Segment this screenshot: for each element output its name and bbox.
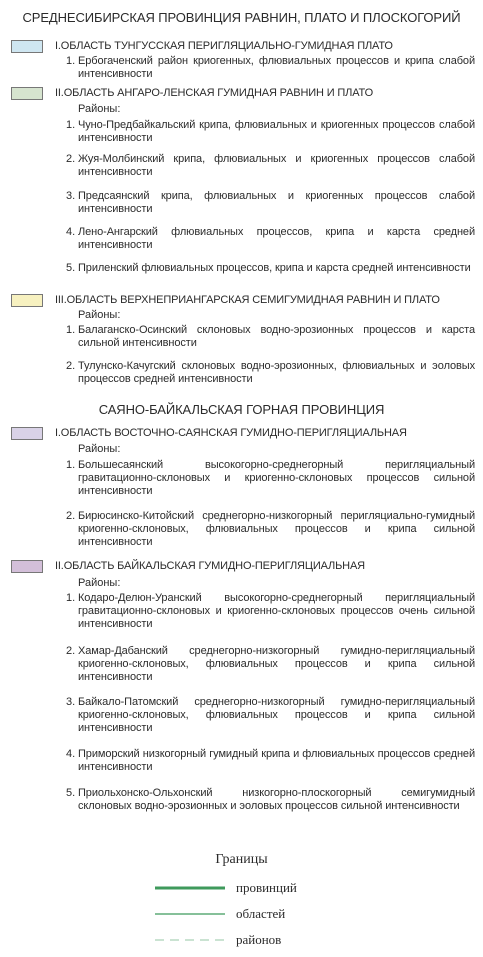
region-boundary-line — [155, 910, 225, 918]
district-item — [66, 360, 475, 386]
district-text: Чуно-Предбайкальский крипа, флювиальных и криогенных процессов слабой интенсивности — [78, 119, 475, 144]
district-item — [66, 592, 475, 631]
district-number: 4. — [66, 226, 76, 238]
district-text: Бирюсинско-Китойский среднегорно-низкогорный перигляциально-гумидный криогенно-склоновых, флювиальных процессов и крипа сильной интенсивности — [78, 510, 475, 548]
district-number: 1. — [66, 55, 76, 67]
districts-label: Районы: — [78, 309, 121, 321]
district-number: 2. — [66, 360, 76, 372]
districts-label: Районы: — [78, 103, 121, 115]
district-number: 2. — [66, 153, 76, 165]
district-text: Байкало-Патомский среднегорно-низкогорный гумидно-перигляциальный криогенно-склоновых, флювиальных процессов и крипа сильной интенсивности — [78, 696, 475, 734]
region-color-swatch — [11, 427, 43, 440]
district-boundary-line — [155, 936, 225, 944]
district-number: 3. — [66, 696, 76, 708]
district-number: 1. — [66, 459, 76, 471]
region-color-swatch — [11, 560, 43, 573]
district-item — [66, 226, 475, 252]
district-text: Хамар-Дабанский среднегорно-низкогорный гумидно-перигляциальный криогенно-склоновых, флювиальных процессов и крипа сильной интенсивности — [78, 645, 475, 683]
district-item — [66, 262, 475, 275]
boundaries-title: Границы — [215, 852, 268, 867]
region-title: I.ОБЛАСТЬ ТУНГУССКАЯ ПЕРИГЛЯЦИАЛЬНО-ГУМИДНАЯ ПЛАТО — [55, 40, 393, 52]
region-title: III.ОБЛАСТЬ ВЕРХНЕПРИАНГАРСКАЯ СЕМИГУМИДНАЯ РАВНИН И ПЛАТО — [55, 294, 440, 306]
district-number: 4. — [66, 748, 76, 760]
district-number: 5. — [66, 262, 76, 274]
district-number: 2. — [66, 645, 76, 657]
district-number: 1. — [66, 324, 76, 336]
province-boundary-label: провинций — [236, 880, 297, 895]
region-title: I.ОБЛАСТЬ ВОСТОЧНО-САЯНСКАЯ ГУМИДНО-ПЕРИГЛЯЦИАЛЬНАЯ — [55, 427, 407, 439]
region-color-swatch — [11, 294, 43, 307]
district-text: Тулунско-Качугский склоновых водно-эрозионных, флювиальных и эоловых процессов средней интенсивности — [78, 360, 475, 385]
district-item — [66, 787, 475, 813]
district-text: Приольхонско-Ольхонский низкогорно-плоскогорный семигумидный склоновых водно-эрозионных и эоловых процессов сильной интенсивности — [78, 787, 475, 812]
region-color-swatch — [11, 40, 43, 53]
region-color-swatch — [11, 87, 43, 100]
district-item — [66, 324, 475, 350]
district-text: Лено-Ангарский флювиальных процессов, крипа и карста средней интенсивности — [78, 226, 475, 251]
district-text: Большесаянский высокогорно-среднегорный перигляциальный гравитационно-склоновых и криогенно-склоновых процессов сильной интенсивности — [78, 459, 475, 497]
district-text: Приморский низкогорный гумидный крипа и флювиальных процессов средней интенсивности — [78, 748, 475, 773]
districts-label: Районы: — [78, 577, 121, 589]
district-item — [66, 645, 475, 684]
region-title: II.ОБЛАСТЬ БАЙКАЛЬСКАЯ ГУМИДНО-ПЕРИГЛЯЦИАЛЬНАЯ — [55, 560, 365, 572]
district-number: 3. — [66, 190, 76, 202]
district-item — [66, 748, 475, 774]
province-title: САЯНО-БАЙКАЛЬСКАЯ ГОРНАЯ ПРОВИНЦИЯ — [98, 402, 385, 417]
district-number: 1. — [66, 119, 76, 131]
district-boundary-label: районов — [236, 932, 282, 947]
district-text: Приленский флювиальных процессов, крипа и карста средней интенсивности — [78, 262, 471, 274]
district-number: 1. — [66, 592, 76, 604]
district-number: 5. — [66, 787, 76, 799]
district-text: Кодаро-Делюн-Уранский высокогорно-среднегорный перигляциальный гравитационно-склоновых и криогенно-склоновых процессов очень сильной интенсивности — [78, 592, 475, 630]
districts-label: Районы: — [78, 443, 121, 455]
district-text: Ербогаченский район криогенных, флювиальных процессов и крипа слабой интенсивности — [78, 55, 475, 80]
district-item — [66, 190, 475, 216]
district-text: Балаганско-Осинский склоновых водно-эрозионных процессов и карста сильной интенсивности — [78, 324, 475, 349]
region-title: II.ОБЛАСТЬ АНГАРО-ЛЕНСКАЯ ГУМИДНАЯ РАВНИН И ПЛАТО — [55, 87, 374, 99]
district-text: Жуя-Молбинский крипа, флювиальных и криогенных процессов слабой интенсивности — [78, 153, 475, 178]
district-item — [66, 119, 475, 145]
district-item — [66, 510, 475, 549]
province-boundary-line — [155, 884, 225, 892]
district-item — [66, 459, 475, 498]
district-text: Предсаянский крипа, флювиальных и криогенных процессов слабой интенсивности — [78, 190, 475, 215]
district-item — [66, 696, 475, 735]
district-item — [66, 55, 475, 81]
region-boundary-label: областей — [236, 906, 286, 921]
district-number: 2. — [66, 510, 76, 522]
province-title: СРЕДНЕСИБИРСКАЯ ПРОВИНЦИЯ РАВНИН, ПЛАТО И ПЛОСКОГОРИЙ — [22, 10, 461, 25]
district-item — [66, 153, 475, 179]
